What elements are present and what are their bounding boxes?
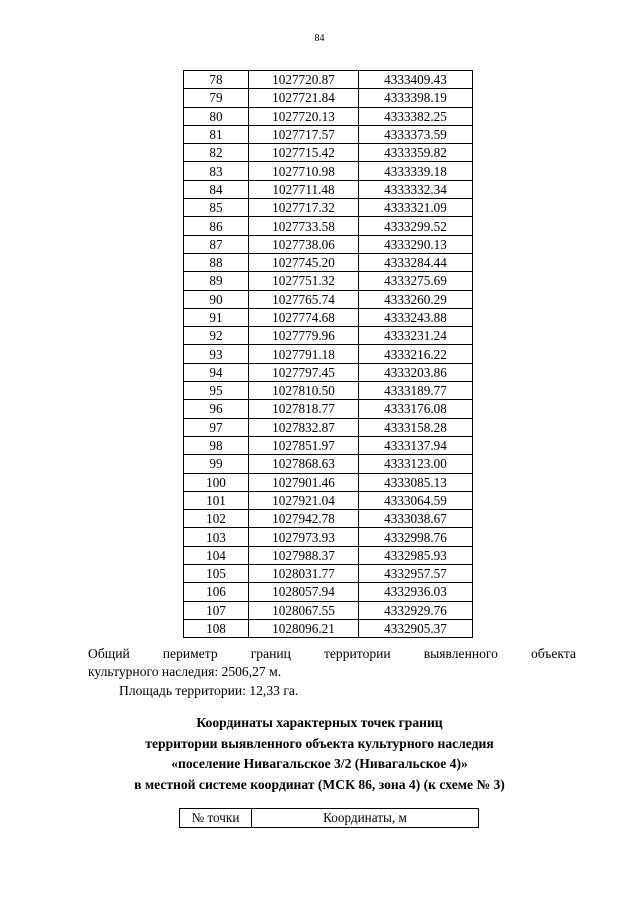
x-coordinate-cell: 1028067.55: [249, 601, 359, 619]
point-number-cell: 97: [184, 418, 249, 436]
x-coordinate-cell: 1027921.04: [249, 491, 359, 509]
point-number-cell: 91: [184, 308, 249, 326]
x-coordinate-cell: 1028057.94: [249, 583, 359, 601]
page-number: 84: [314, 33, 325, 44]
x-coordinate-cell: 1027832.87: [249, 418, 359, 436]
point-number-cell: 85: [184, 199, 249, 217]
table-row: [184, 363, 473, 381]
point-number-cell: 82: [184, 144, 249, 162]
table-row: [184, 619, 473, 637]
y-coordinate-cell: 4332985.93: [359, 546, 473, 564]
table-row: [184, 327, 473, 345]
table-row: [184, 436, 473, 454]
x-coordinate-cell: 1027715.42: [249, 144, 359, 162]
table-row: [184, 345, 473, 363]
x-coordinate-cell: 1027738.06: [249, 235, 359, 253]
table-row: [184, 546, 473, 564]
table-row: [184, 71, 473, 89]
coordinates-table-body: [184, 71, 473, 638]
x-coordinate-cell: 1027797.45: [249, 363, 359, 381]
y-coordinate-cell: 4333158.28: [359, 418, 473, 436]
y-coordinate-cell: 4333373.59: [359, 125, 473, 143]
y-coordinate-cell: 4332929.76: [359, 601, 473, 619]
table-row: [184, 418, 473, 436]
y-coordinate-cell: 4333216.22: [359, 345, 473, 363]
x-coordinate-cell: 1027818.77: [249, 400, 359, 418]
table-row: [184, 235, 473, 253]
perimeter-text-line-1: Общий периметр границ территории выявленного объекта: [88, 646, 576, 661]
y-coordinate-cell: 4332905.37: [359, 619, 473, 637]
x-coordinate-cell: 1027717.57: [249, 125, 359, 143]
x-coordinate-cell: 1027711.48: [249, 180, 359, 198]
x-coordinate-cell: 1027751.32: [249, 272, 359, 290]
x-coordinate-cell: 1027973.93: [249, 528, 359, 546]
x-coordinate-cell: 1028096.21: [249, 619, 359, 637]
point-number-cell: 87: [184, 235, 249, 253]
next-coordinates-table: [179, 808, 479, 828]
table-row: [184, 217, 473, 235]
table-row: [184, 455, 473, 473]
x-coordinate-cell: 1027745.20: [249, 253, 359, 271]
table-row: [184, 565, 473, 583]
point-number-cell: 81: [184, 125, 249, 143]
y-coordinate-cell: 4333176.08: [359, 400, 473, 418]
table-row: [184, 491, 473, 509]
y-coordinate-cell: 4333064.59: [359, 491, 473, 509]
point-number-cell: 102: [184, 510, 249, 528]
table-row: [184, 144, 473, 162]
y-coordinate-cell: 4333398.19: [359, 89, 473, 107]
point-number-cell: 103: [184, 528, 249, 546]
point-number-cell: 101: [184, 491, 249, 509]
table-row: [184, 89, 473, 107]
x-coordinate-cell: 1027721.84: [249, 89, 359, 107]
y-coordinate-cell: 4333260.29: [359, 290, 473, 308]
x-coordinate-cell: 1028031.77: [249, 565, 359, 583]
x-coordinate-cell: 1027774.68: [249, 308, 359, 326]
y-coordinate-cell: 4333123.00: [359, 455, 473, 473]
x-coordinate-cell: 1027779.96: [249, 327, 359, 345]
point-number-cell: 94: [184, 363, 249, 381]
y-coordinate-cell: 4332936.03: [359, 583, 473, 601]
y-coordinate-cell: 4333243.88: [359, 308, 473, 326]
table-row: [184, 308, 473, 326]
y-coordinate-cell: 4333284.44: [359, 253, 473, 271]
x-coordinate-cell: 1027988.37: [249, 546, 359, 564]
x-coordinate-cell: 1027720.87: [249, 71, 359, 89]
x-coordinate-cell: 1027733.58: [249, 217, 359, 235]
table-row: [184, 180, 473, 198]
table-row: [184, 272, 473, 290]
next-table-header-row: [180, 809, 479, 828]
coordinates-header: Координаты, м: [252, 809, 479, 828]
point-number-cell: 95: [184, 382, 249, 400]
y-coordinate-cell: 4333409.43: [359, 71, 473, 89]
table-row: [184, 162, 473, 180]
point-number-cell: 79: [184, 89, 249, 107]
y-coordinate-cell: 4333275.69: [359, 272, 473, 290]
y-coordinate-cell: 4333290.13: [359, 235, 473, 253]
table-row: [184, 601, 473, 619]
point-number-cell: 93: [184, 345, 249, 363]
point-number-cell: 83: [184, 162, 249, 180]
point-number-cell: 78: [184, 71, 249, 89]
heading-line-3: «поселение Нивагальское 3/2 (Нивагальское 4)»: [171, 756, 468, 771]
table-row: [184, 199, 473, 217]
y-coordinate-cell: 4333231.24: [359, 327, 473, 345]
y-coordinate-cell: 4333299.52: [359, 217, 473, 235]
y-coordinate-cell: 4333332.34: [359, 180, 473, 198]
heading-line-1: Координаты характерных точек границ: [196, 715, 443, 730]
point-number-cell: 105: [184, 565, 249, 583]
y-coordinate-cell: 4333339.18: [359, 162, 473, 180]
table-row: [184, 290, 473, 308]
y-coordinate-cell: 4333085.13: [359, 473, 473, 491]
table-row: [184, 528, 473, 546]
x-coordinate-cell: 1027868.63: [249, 455, 359, 473]
x-coordinate-cell: 1027851.97: [249, 436, 359, 454]
point-number-cell: 89: [184, 272, 249, 290]
table-row: [184, 253, 473, 271]
x-coordinate-cell: 1027720.13: [249, 107, 359, 125]
y-coordinate-cell: 4333203.86: [359, 363, 473, 381]
point-number-cell: 88: [184, 253, 249, 271]
y-coordinate-cell: 4333038.67: [359, 510, 473, 528]
point-number-cell: 84: [184, 180, 249, 198]
x-coordinate-cell: 1027717.32: [249, 199, 359, 217]
heading-line-2: территории выявленного объекта культурного наследия: [145, 735, 494, 751]
point-number-cell: 104: [184, 546, 249, 564]
table-row: [184, 400, 473, 418]
point-number-cell: 106: [184, 583, 249, 601]
area-text: Площадь территории: 12,33 га.: [119, 683, 299, 698]
heading-line-4: в местной системе координат (МСК 86, зона 4) (к схеме № 3): [134, 776, 505, 792]
table-row: [184, 510, 473, 528]
table-row: [184, 107, 473, 125]
x-coordinate-cell: 1027942.78: [249, 510, 359, 528]
point-number-cell: 108: [184, 619, 249, 637]
x-coordinate-cell: 1027901.46: [249, 473, 359, 491]
point-number-cell: 99: [184, 455, 249, 473]
y-coordinate-cell: 4333189.77: [359, 382, 473, 400]
y-coordinate-cell: 4333137.94: [359, 436, 473, 454]
point-number-cell: 107: [184, 601, 249, 619]
table-row: [184, 583, 473, 601]
y-coordinate-cell: 4333321.09: [359, 199, 473, 217]
point-number-cell: 100: [184, 473, 249, 491]
x-coordinate-cell: 1027810.50: [249, 382, 359, 400]
point-number-cell: 96: [184, 400, 249, 418]
point-number-cell: 92: [184, 327, 249, 345]
section-heading: [0, 713, 639, 795]
table-row: [184, 473, 473, 491]
y-coordinate-cell: 4333382.25: [359, 107, 473, 125]
point-number-cell: 98: [184, 436, 249, 454]
point-number-header: № точки: [180, 809, 252, 828]
x-coordinate-cell: 1027765.74: [249, 290, 359, 308]
table-row: [184, 125, 473, 143]
coordinates-table: [183, 70, 473, 638]
y-coordinate-cell: 4332998.76: [359, 528, 473, 546]
y-coordinate-cell: 4333359.82: [359, 144, 473, 162]
x-coordinate-cell: 1027710.98: [249, 162, 359, 180]
point-number-cell: 80: [184, 107, 249, 125]
point-number-cell: 90: [184, 290, 249, 308]
perimeter-text-line-2: культурного наследия: 2506,27 м.: [88, 664, 282, 679]
y-coordinate-cell: 4332957.57: [359, 565, 473, 583]
x-coordinate-cell: 1027791.18: [249, 345, 359, 363]
table-row: [184, 382, 473, 400]
point-number-cell: 86: [184, 217, 249, 235]
